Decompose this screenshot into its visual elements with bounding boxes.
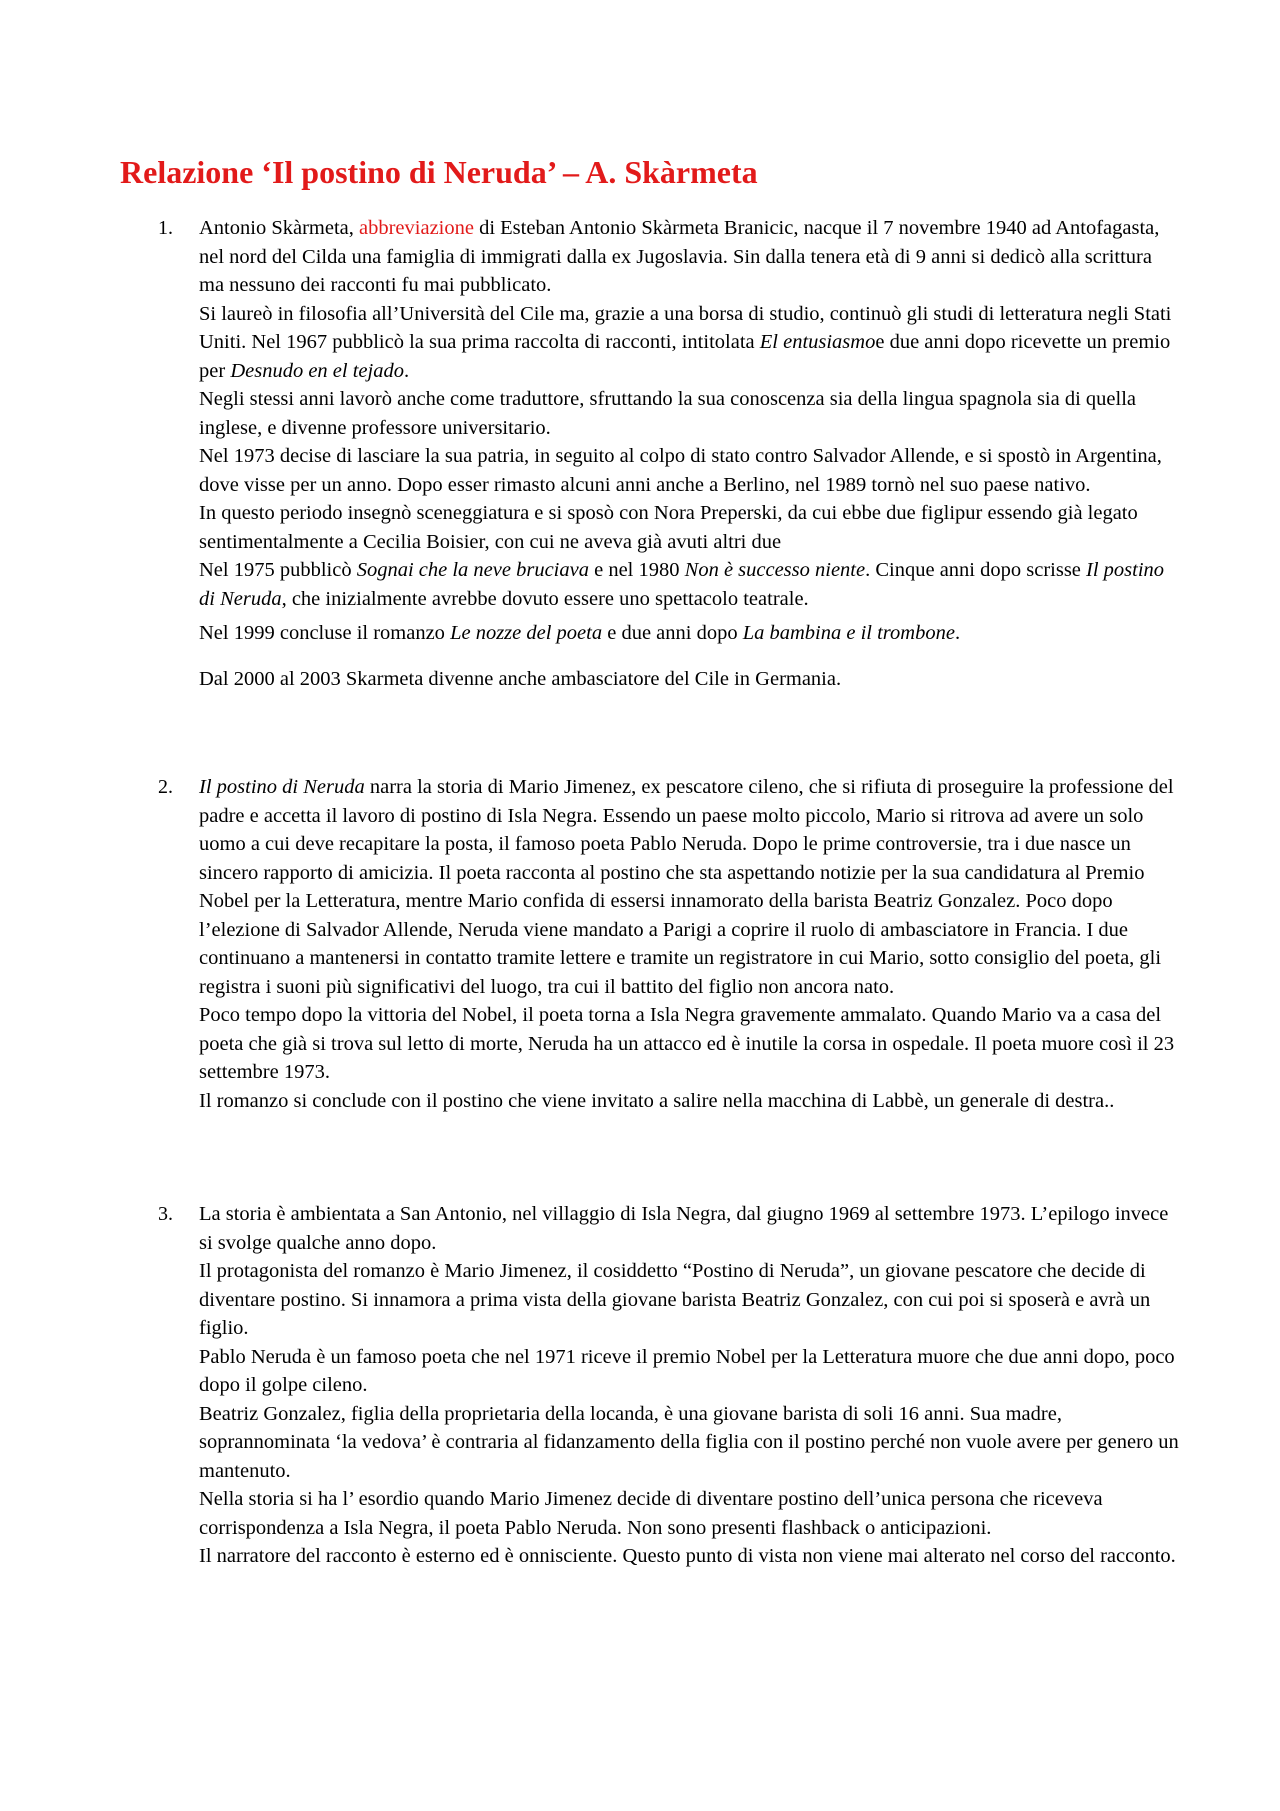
- text-run: e nel 1980: [588, 559, 685, 581]
- text-run: Antonio Skàrmeta,: [199, 217, 359, 239]
- paragraph: In questo periodo insegnò sceneggiatura e si sposò con Nora Preperski, da cui ebbe due figlipur essendo già legato sentimentalmente a Cecilia Boisier, con cui ne aveva già avuti altri due: [199, 502, 1138, 553]
- text-run: di Esteban Antonio Skàrmeta Branicic, nacque il 7 novembre 1940 ad Antofagasta, nel nord del Cilda una famiglia di immigrati dalla ex Jugoslavia. Sin dalla tenera età di 9 anni si dedicò alla scrittura ma nessuno dei racconti fu mai pubblicato.: [199, 217, 1160, 296]
- highlighted-word: abbreviazione: [359, 217, 474, 239]
- text-run: e due anni dopo: [602, 622, 743, 644]
- paragraph: Il protagonista del romanzo è Mario Jimenez, il cosiddetto “Postino di Neruda”, un giovane pescatore che decide di diventare postino. Si innamora a prima vista della giovane barista Beatriz Gonzalez, con cui poi si sposerà e avrà un figlio.: [199, 1260, 1151, 1339]
- section-1: [120, 214, 1180, 693]
- document-title: Relazione ‘Il postino di Neruda’ – A. Skàrmeta: [120, 154, 758, 190]
- paragraph: Il romanzo si conclude con il postino che viene invitato a salire nella macchina di Labbè, un generale di destra..: [199, 1089, 1115, 1112]
- paragraph: [199, 214, 1180, 300]
- paragraph: Nel 1973 decise di lasciare la sua patria, in seguito al colpo di stato contro Salvador Allende, e si spostò in Argentina, dove visse per un anno. Dopo esser rimasto alcuni anni anche a Berlino, nel 1989 tornò nel suo paese nativo.: [199, 445, 1162, 496]
- book-title: El entusiasmo: [759, 331, 876, 353]
- section-number: 1.: [158, 217, 173, 239]
- text-run: , che inizialmente avrebbe dovuto essere uno spettacolo teatrale.: [281, 587, 809, 610]
- text-run: Nel 1999 concluse il romanzo: [199, 622, 451, 644]
- paragraph: [199, 300, 1180, 386]
- paragraph: Pablo Neruda è un famoso poeta che nel 1971 riceve il premio Nobel per la Letteratura muore che due anni dopo, poco dopo il golpe cileno.: [199, 1345, 1175, 1396]
- book-title: Non è successo niente: [684, 559, 866, 581]
- paragraph: Beatriz Gonzalez, figlia della proprietaria della locanda, è una giovane barista di soli 16 anni. Sua madre, soprannominata ‘la vedova’ è contraria al fidanzamento della figlia con il postino perché non vuole avere per genero un mantenuto.: [199, 1402, 1179, 1482]
- paragraph: Dal 2000 al 2003 Skarmeta divenne anche ambasciatore del Cile in Germania.: [199, 667, 842, 690]
- paragraph: [199, 619, 1180, 648]
- paragraph: Nella storia si ha l’ esordio quando Mario Jimenez decide di diventare postino dell’unica persona che riceveva corrispondenza a Isla Negra, il poeta Pablo Neruda. Non sono presenti flashback o anticipazioni.: [199, 1488, 1103, 1539]
- paragraph: [199, 773, 1180, 1001]
- section-number: 2.: [158, 776, 173, 798]
- book-title: Desnudo en el tejado: [230, 359, 404, 382]
- book-title: Le nozze del poeta: [450, 622, 603, 644]
- text-run: Si laureò in filosofia all’Università del Cile ma, grazie a una borsa di studio, continuò gli studi di letteratura negli Stati Uniti. Nel 1967 pubblicò la sua prima raccolta di racconti, intitolata: [199, 302, 1172, 353]
- text-run: .: [954, 622, 961, 644]
- section-number: 3.: [158, 1203, 173, 1225]
- book-title: La bambina e il trombone: [742, 622, 955, 644]
- paragraph: Poco tempo dopo la vittoria del Nobel, il poeta torna a Isla Negra gravemente ammalato. Quando Mario va a casa del poeta che già si trova sul letto di morte, Neruda ha un attacco ed è inutile la corsa in ospedale. Il poeta muore così il 23 settembre 1973.: [199, 1004, 1175, 1083]
- section-3: [120, 1200, 1180, 1571]
- paragraph: Negli stessi anni lavorò anche come traduttore, sfruttando la sua conoscenza sia della lingua spagnola sia di quella inglese, e divenne professore universitario.: [199, 388, 1137, 439]
- text-run: . Cinque anni dopo scrisse: [865, 559, 1087, 581]
- book-title: Il postino di Neruda: [199, 776, 365, 798]
- book-title: Sognai che la neve bruciava: [356, 559, 589, 581]
- paragraph: [199, 556, 1180, 613]
- section-2: [120, 773, 1180, 1115]
- text-run: e due anni dopo ricevette un premio per: [199, 331, 1171, 382]
- paragraph: Il narratore del racconto è esterno ed è onnisciente. Questo punto di vista non viene mai alterato nel corso del racconto.: [199, 1545, 1176, 1567]
- text-run: .: [403, 359, 410, 382]
- paragraph: La storia è ambientata a San Antonio, nel villaggio di Isla Negra, dal giugno 1969 al settembre 1973. L’epilogo invece si svolge qualche anno dopo.: [199, 1203, 1169, 1254]
- text-run: Nel 1975 pubblicò: [199, 559, 357, 581]
- book-title: Il postino di Neruda: [199, 559, 1165, 610]
- text-run: narra la storia di Mario Jimenez, ex pescatore cileno, che si rifiuta di proseguire la professione del padre e accetta il lavoro di postino di Isla Negra. Essendo un paese molto piccolo, Mario si ritrova ad avere un solo uomo a cui deve recapitare la posta, il famoso poeta Pablo Neruda. Dopo le prime controversie, tra i due nasce un sincero rapporto di amicizia. Il poeta racconta al postino che sta aspettando notizie per la sua candidatura al Premio Nobel per la Letteratura, mentre Mario confida di essersi innamorato della barista Beatriz Gonzalez. Poco dopo l’elezione di Salvador Allende, Neruda viene mandato a Parigi a coprire il ruolo di ambasciatore in Francia. I due continuano a mantenersi in contatto tramite lettere e tramite un registratore in cui Mario, sotto consiglio del poeta, gli registra i suoni più significativi del luogo, tra cui il battito del figlio non ancora nato.: [199, 776, 1174, 998]
